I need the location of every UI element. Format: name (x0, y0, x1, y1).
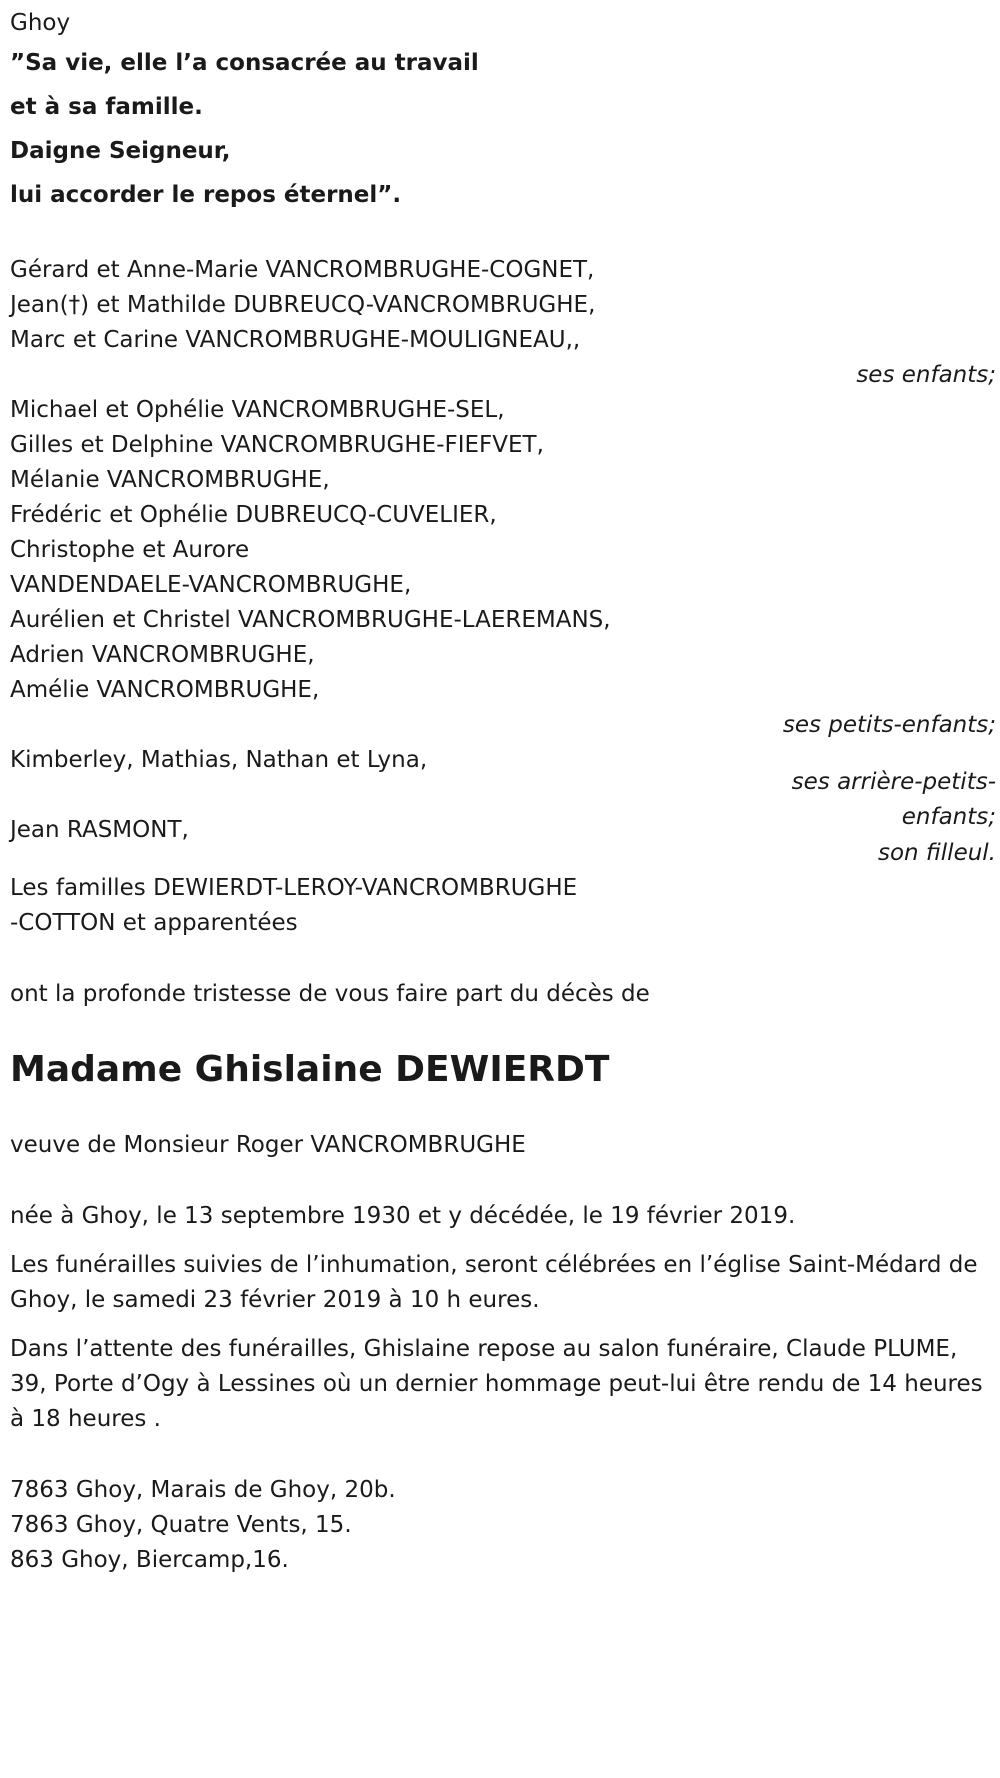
grandchild-name: Adrien VANCROMBRUGHE, (10, 642, 315, 668)
quote-line: ”Sa vie, elle l’a consacrée au travail (10, 50, 479, 76)
families-line: Les familles DEWIERDT-LEROY-VANCROMBRUGHE (10, 875, 578, 901)
families-block (10, 871, 996, 941)
location-heading: Ghoy (10, 10, 71, 36)
grandchild-name: Gilles et Delphine VANCROMBRUGHE-FIEFVET, (10, 432, 544, 458)
address-line: 863 Ghoy, Biercamp,16. (10, 1547, 289, 1573)
grandchild-name: Mélanie VANCROMBRUGHE, (10, 467, 330, 493)
families-line: -COTTON et apparentées (10, 910, 298, 936)
child-name: Gérard et Anne-Marie VANCROMBRUGHE-COGNET, (10, 257, 595, 283)
quote-block (10, 41, 996, 217)
death-notice (10, 6, 996, 1578)
great-grandchildren-role-line: ses arrière-petits- (791, 769, 996, 795)
widow-of-text: veuve de Monsieur Roger VANCROMBRUGHE (10, 1132, 526, 1158)
child-name: Marc et Carine VANCROMBRUGHE-MOULIGNEAU,, (10, 327, 581, 353)
children-group (10, 253, 996, 358)
quote-line: Daigne Seigneur, (10, 138, 231, 164)
addresses-block (10, 1473, 996, 1578)
announcement-text: ont la profonde tristesse de vous faire part du décès de (10, 981, 650, 1007)
grandchildren-group (10, 393, 996, 708)
godson-role: son filleul. (877, 840, 996, 866)
godson-name: Jean RASMONT, (10, 817, 189, 843)
grandchild-name: Christophe et Aurore (10, 537, 250, 563)
quote-line: lui accorder le repos éternel”. (10, 182, 402, 208)
children-role: ses enfants; (856, 362, 996, 388)
godson-group (10, 813, 996, 848)
children-role-row (10, 358, 996, 393)
grandchild-name: Michael et Ophélie VANCROMBRUGHE-SEL, (10, 397, 505, 423)
birth-death-text: née à Ghoy, le 13 septembre 1930 et y décédée, le 19 février 2019. (10, 1203, 796, 1229)
grandchild-name: Frédéric et Ophélie DUBREUCQ-CUVELIER, (10, 502, 497, 528)
address-line: 7863 Ghoy, Marais de Ghoy, 20b. (10, 1477, 396, 1503)
child-name: Jean(†) et Mathilde DUBREUCQ-VANCROMBRUGHE, (10, 292, 596, 318)
great-grandchild-names: Kimberley, Mathias, Nathan et Lyna, (10, 747, 428, 773)
address-line: 7863 Ghoy, Quatre Vents, 15. (10, 1512, 352, 1538)
grandchildren-role: ses petits-enfants; (782, 712, 996, 738)
quote-line: et à sa famille. (10, 94, 203, 120)
deceased-name: Madame Ghislaine DEWIERDT (10, 1049, 610, 1090)
funeral-viewing-text: Dans l’attente des funérailles, Ghislaine repose au salon funéraire, Claude PLUME, 39, Porte d’Ogy à Lessines où un dernier hommage peut-lui être rendu de 14 heures à 18 heures . (10, 1336, 983, 1432)
grandchild-name: VANDENDAELE-VANCROMBRUGHE, (10, 572, 412, 598)
grandchild-name: Amélie VANCROMBRUGHE, (10, 677, 320, 703)
great-grandchildren-role-line: enfants; (901, 804, 996, 830)
grandchildren-role-row (10, 708, 996, 743)
funeral-ceremony-text: Les funérailles suivies de l’inhumation, seront célébrées en l’église Saint-Médard de Ghoy, le samedi 23 février 2019 à 10 h eures. (10, 1252, 978, 1313)
grandchild-name: Aurélien et Christel VANCROMBRUGHE-LAEREMANS, (10, 607, 611, 633)
